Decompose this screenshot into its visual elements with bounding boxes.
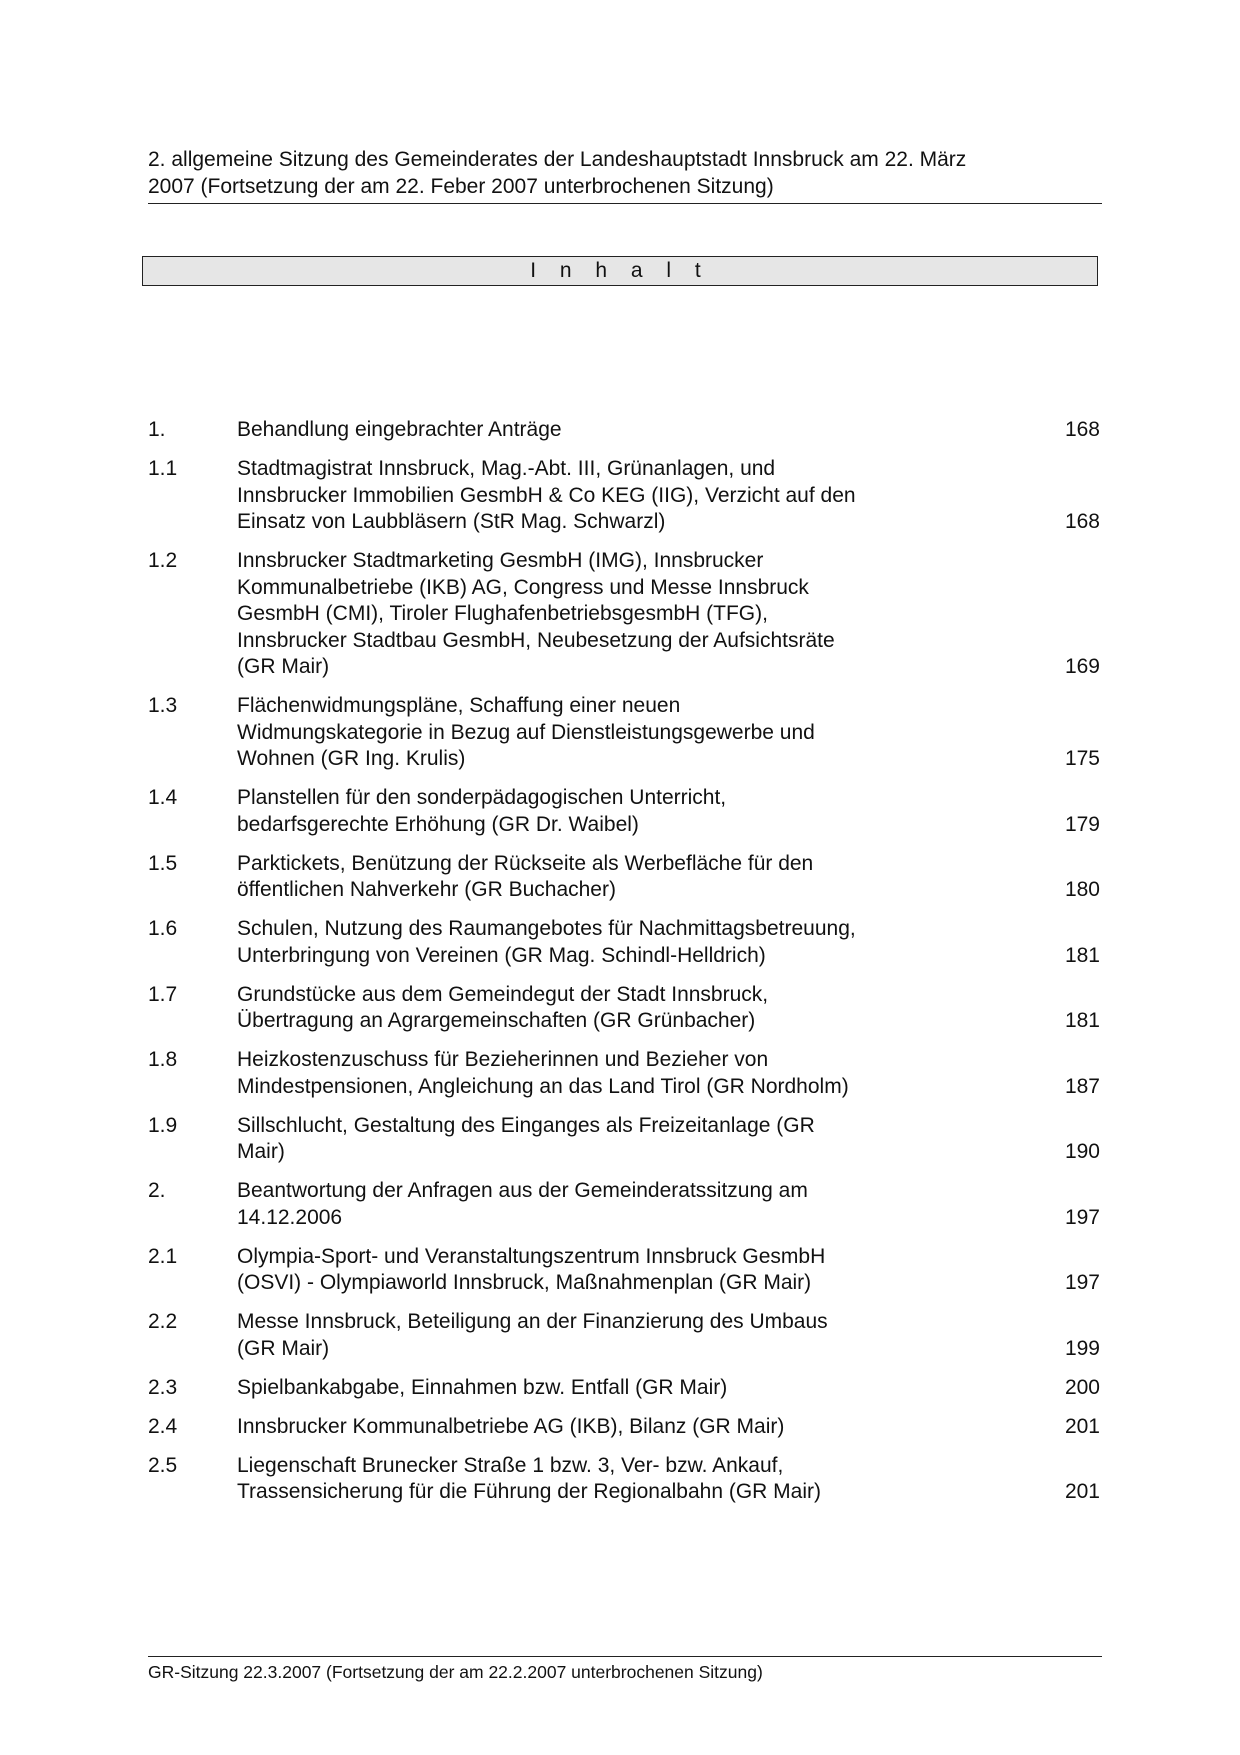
toc-entry-title-line: Trassensicherung für die Führung der Regionalbahn (GR Mair) bbox=[237, 1480, 822, 1503]
toc-entry-number: 1.5 bbox=[148, 851, 178, 875]
toc-entry-title bbox=[237, 1113, 967, 1166]
toc-entry-title-line: Innsbrucker Kommunalbetriebe AG (IKB), Bilanz (GR Mair) bbox=[237, 1414, 785, 1438]
toc-entry-number: 1.3 bbox=[148, 694, 178, 717]
toc-entry-title bbox=[237, 456, 967, 536]
toc-entry-page-number: 181 bbox=[1064, 1009, 1100, 1032]
toc-entry-title bbox=[237, 785, 967, 838]
toc-entry-title-line: Einsatz von Laubbläsern (StR Mag. Schwarzl) bbox=[237, 510, 666, 533]
toc-entry-title bbox=[237, 851, 967, 904]
toc-entry-number: 1.6 bbox=[148, 917, 178, 940]
toc-entry-title-line: Innsbrucker Immobilien GesmbH & Co KEG (IIG), Verzicht auf den bbox=[237, 483, 856, 507]
toc-entry bbox=[148, 1047, 1100, 1100]
toc-entry-page-number: 200 bbox=[1064, 1375, 1100, 1399]
toc-entry-title-line: Übertragung an Agrargemeinschaften (GR Grünbacher) bbox=[237, 1009, 756, 1032]
toc-entry-title bbox=[237, 1047, 967, 1100]
footer-text: GR-Sitzung 22.3.2007 (Fortsetzung der am 22.2.2007 unterbrochenen Sitzung) bbox=[148, 1662, 763, 1682]
toc-entry-page-number: 181 bbox=[1064, 943, 1100, 967]
toc-entry-title bbox=[237, 916, 967, 969]
toc-entry-title bbox=[237, 1375, 967, 1402]
toc-entry-page-number: 201 bbox=[1064, 1414, 1100, 1438]
toc-entry-title bbox=[237, 548, 967, 681]
header-line-2: 2007 (Fortsetzung der am 22. Feber 2007 unterbrochenen Sitzung) bbox=[148, 175, 774, 198]
toc-entry-page-number: 190 bbox=[1064, 1140, 1100, 1163]
toc-entry-title-line: Mindestpensionen, Angleichung an das Land Tirol (GR Nordholm) bbox=[237, 1074, 849, 1098]
toc-entry-title-line: Spielbankabgabe, Einnahmen bzw. Entfall (GR Mair) bbox=[237, 1375, 728, 1399]
toc-entry-title-line: GesmbH (CMI), Tiroler FlughafenbetriebsgesmbH (TFG), bbox=[237, 602, 768, 625]
toc-entry-number: 2.2 bbox=[148, 1310, 178, 1333]
toc-entry-title bbox=[237, 1414, 967, 1441]
toc-entry bbox=[148, 456, 1100, 536]
toc-entry-title bbox=[237, 982, 967, 1035]
toc-entry-page-number: 168 bbox=[1064, 510, 1100, 533]
toc-entry-page-number: 179 bbox=[1064, 812, 1100, 836]
toc-entry-title-line: Sillschlucht, Gestaltung des Einganges als Freizeitanlage (GR bbox=[237, 1113, 815, 1137]
toc-entry-title-line: Parktickets, Benützung der Rückseite als Werbefläche für den bbox=[237, 851, 814, 875]
toc-entry-title-line: Wohnen (GR Ing. Krulis) bbox=[237, 747, 466, 770]
document-header bbox=[148, 146, 1102, 204]
toc-entry-title bbox=[237, 1178, 967, 1231]
toc-entry-number: 1.2 bbox=[148, 549, 178, 572]
toc-entry-title-line: Behandlung eingebrachter Anträge bbox=[237, 418, 562, 441]
toc-entry-title-line: Flächenwidmungspläne, Schaffung einer neuen bbox=[237, 694, 681, 717]
toc-entry-page-number: 180 bbox=[1064, 878, 1100, 901]
document-footer bbox=[148, 1656, 1102, 1683]
toc-entry bbox=[148, 693, 1100, 773]
toc-entry-title-line: (GR Mair) bbox=[237, 655, 330, 678]
toc-entry-title bbox=[237, 1309, 967, 1362]
toc-entry-page-number: 197 bbox=[1064, 1205, 1100, 1229]
toc-entry-page-number: 187 bbox=[1064, 1074, 1100, 1098]
toc-entry-number: 1.9 bbox=[148, 1113, 178, 1137]
toc-entry-title-line: Grundstücke aus dem Gemeindegut der Stadt Innsbruck, bbox=[237, 982, 769, 1006]
toc-entry-title bbox=[237, 693, 967, 773]
inhalt-heading: I n h a l t bbox=[530, 259, 710, 282]
toc-entry-number: 2.4 bbox=[148, 1414, 178, 1438]
toc-entry-title bbox=[237, 417, 967, 444]
toc-entry bbox=[148, 982, 1100, 1035]
toc-entry-title-line: Schulen, Nutzung des Raumangebotes für Nachmittagsbetreuung, bbox=[237, 917, 856, 940]
toc-entry bbox=[148, 548, 1100, 681]
toc-entry-title-line: (OSVI) - Olympiaworld Innsbruck, Maßnahmenplan (GR Mair) bbox=[237, 1271, 812, 1294]
toc-entry-number: 2.5 bbox=[148, 1453, 178, 1477]
toc-entry-title-line: Messe Innsbruck, Beteiligung an der Finanzierung des Umbaus bbox=[237, 1310, 828, 1333]
toc-entry bbox=[148, 1244, 1100, 1297]
toc-entry-title-line: Mair) bbox=[237, 1140, 285, 1163]
toc-entry-title bbox=[237, 1244, 967, 1297]
toc-entry bbox=[148, 916, 1100, 969]
toc-entry bbox=[148, 1453, 1100, 1506]
toc-entry-title-line: bedarfsgerechte Erhöhung (GR Dr. Waibel) bbox=[237, 812, 639, 836]
toc-entry-title-line: Kommunalbetriebe (IKB) AG, Congress und Messe Innsbruck bbox=[237, 575, 809, 599]
toc-entry-title-line: Widmungskategorie in Bezug auf Dienstleistungsgewerbe und bbox=[237, 720, 815, 744]
toc-entry-page-number: 199 bbox=[1064, 1336, 1100, 1360]
toc-entry-number: 1.8 bbox=[148, 1048, 178, 1071]
toc-entry bbox=[148, 417, 1100, 444]
header-line-1: 2. allgemeine Sitzung des Gemeinderates der Landeshauptstadt Innsbruck am 22. März bbox=[148, 148, 967, 171]
toc-entry-title-line: Heizkostenzuschuss für Bezieherinnen und Bezieher von bbox=[237, 1048, 769, 1071]
toc-entry-number: 2.1 bbox=[148, 1244, 178, 1268]
toc-entry-title-line: öffentlichen Nahverkehr (GR Buchacher) bbox=[237, 878, 616, 901]
toc-entry-title-line: Unterbringung von Vereinen (GR Mag. Schindl-Helldrich) bbox=[237, 943, 766, 967]
toc-entry-number: 1.1 bbox=[148, 457, 178, 480]
toc-entry-page-number: 201 bbox=[1064, 1480, 1100, 1503]
toc-entry-title-line: Olympia-Sport- und Veranstaltungszentrum Innsbruck GesmbH bbox=[237, 1244, 826, 1268]
toc-entry-title-line: Beantwortung der Anfragen aus der Gemeinderatssitzung am bbox=[237, 1179, 808, 1202]
toc-entry-number: 1.7 bbox=[148, 982, 178, 1006]
toc-entry-page-number: 175 bbox=[1064, 747, 1100, 770]
toc-entry-title-line: Planstellen für den sonderpädagogischen Unterricht, bbox=[237, 786, 727, 809]
toc-entry bbox=[148, 1113, 1100, 1166]
toc-entry-page-number: 197 bbox=[1064, 1271, 1100, 1294]
toc-entry-number: 2.3 bbox=[148, 1375, 178, 1399]
toc-entry-title-line: Liegenschaft Brunecker Straße 1 bzw. 3, Ver- bzw. Ankauf, bbox=[237, 1453, 784, 1477]
toc-entry-title-line: 14.12.2006 bbox=[237, 1205, 343, 1229]
toc-entry-title-line: Stadtmagistrat Innsbruck, Mag.-Abt. III, Grünanlagen, und bbox=[237, 457, 776, 480]
table-of-contents bbox=[148, 417, 1100, 1518]
toc-entry-title bbox=[237, 1453, 967, 1506]
inhalt-heading-box bbox=[142, 256, 1098, 286]
toc-entry bbox=[148, 1178, 1100, 1231]
toc-entry-title-line: Innsbrucker Stadtmarketing GesmbH (IMG), Innsbrucker bbox=[237, 549, 764, 572]
toc-entry-page-number: 168 bbox=[1064, 418, 1100, 441]
toc-entry bbox=[148, 785, 1100, 838]
toc-entry bbox=[148, 1414, 1100, 1441]
toc-entry bbox=[148, 851, 1100, 904]
toc-entry-number: 1.4 bbox=[148, 786, 178, 809]
toc-entry bbox=[148, 1375, 1100, 1402]
toc-entry-page-number: 169 bbox=[1064, 655, 1100, 678]
toc-entry-number: 2. bbox=[148, 1179, 166, 1202]
toc-entry-number: 1. bbox=[148, 418, 166, 441]
toc-entry bbox=[148, 1309, 1100, 1362]
toc-entry-title-line: (GR Mair) bbox=[237, 1336, 330, 1360]
toc-entry-title-line: Innsbrucker Stadtbau GesmbH, Neubesetzung der Aufsichtsräte bbox=[237, 628, 835, 652]
